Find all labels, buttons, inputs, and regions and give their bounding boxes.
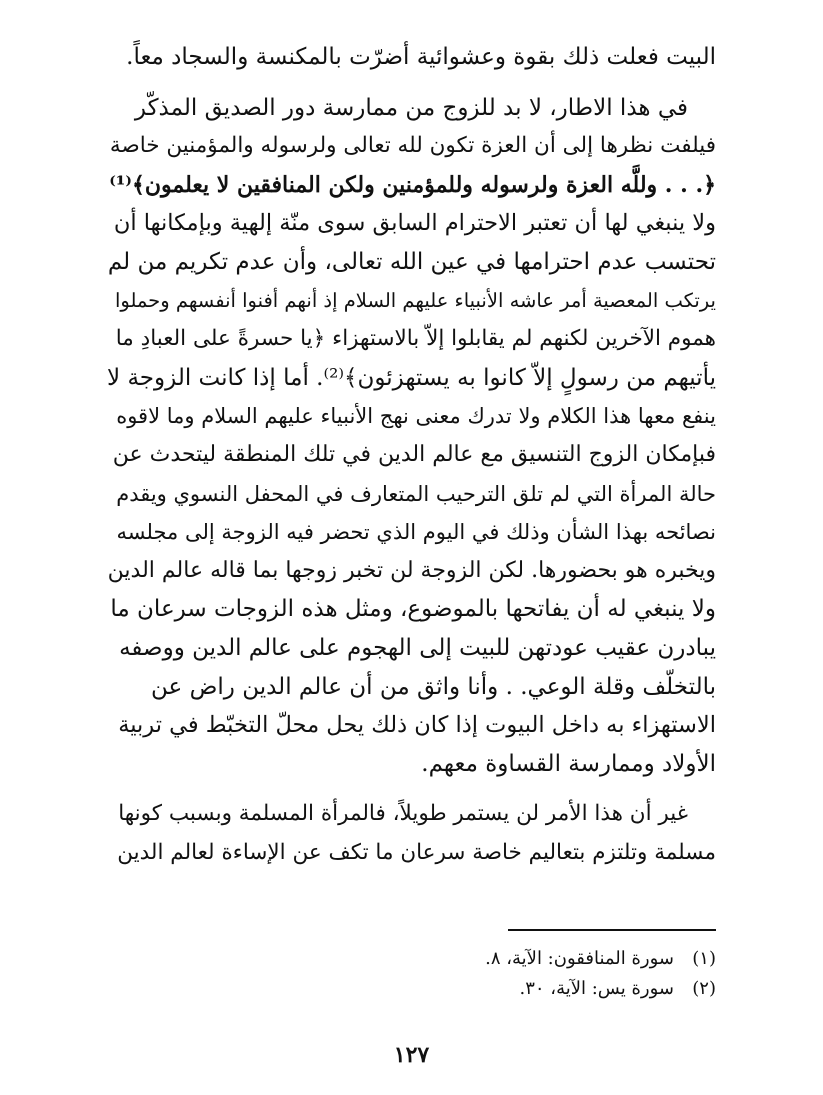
text-line: غير أن هذا الأمر لن يستمر طويلاً، فالمرأة المسلمة وبسبب كونها	[118, 801, 688, 827]
text-line: الأولاد وممارسة القساوة معهم.	[421, 750, 716, 777]
footnote-text: سورة يس: الآية، ٣٠.	[519, 978, 674, 999]
footnote-text: سورة المنافقون: الآية، ٨.	[485, 948, 674, 969]
text-line: فيلفت نظرها إلى أن العزة تكون لله تعالى ولرسوله والمؤمنين خاصة	[109, 133, 716, 159]
text-line: ولا ينبغي لها أن تعتبر الاحترام السابق سوى منّة إلهية وبإمكانها أن	[113, 210, 716, 237]
text-line: تحتسب عدم احترامها في عين الله تعالى، وأن عدم تكريم من لم	[107, 248, 716, 275]
text-line: نصائحه بهذا الشأن وذلك في اليوم الذي تحضر فيه الزوجة إلى مجلسه	[116, 520, 716, 545]
paragraph-1	[107, 38, 716, 77]
text-line: مسلمة وتلتزم بتعاليم خاصة سرعان ما تكف عن الإساءة لعالم الدين	[117, 839, 716, 865]
text-line: الاستهزاء به داخل البيوت إذا كان ذلك يحل محلّ التخبّط في تربية	[118, 712, 716, 739]
text-line: في هذا الاطار، لا بد للزوج من ممارسة دور الصديق المذكّر	[134, 94, 688, 121]
quran-verse-line: ﴿. . . وللَّه العزة ولرسوله وللمؤمنين ولكن المنافقين لا يعلمون﴾⁽¹⁾	[109, 171, 716, 198]
paragraph-gap	[107, 783, 716, 795]
text-line: حالة المرأة التي لم تلق الترحيب المتعارف في المحفل النسوي ويقدم	[116, 481, 716, 506]
text-line: بالتخلّف وقلة الوعي. . وأنا واثق من أن عالم الدين راض عن	[151, 673, 716, 700]
footnote-number: (٢)	[692, 978, 716, 999]
text-line: البيت فعلت ذلك بقوة وعشوائية أضرّت بالمكنسة والسجاد معاً.	[126, 44, 716, 70]
text-line: ولا ينبغي له أن يفاتحها بالموضوع، ومثل هذه الزوجات سرعان ما	[110, 596, 716, 623]
footnote-divider	[508, 929, 716, 931]
footnotes	[316, 944, 716, 1004]
footnote-item	[316, 974, 716, 1004]
text-line: يأتيهم من رسولٍ إلاّ كانوا به يستهزئون﴾⁽²⁾. أما إذا كانت الزوجة لا	[107, 364, 716, 391]
footnote-item	[316, 944, 716, 974]
text-line: يرتكب المعصية أمر عاشه الأنبياء عليهم السلام إذ أنهم أفنوا أنفسهم وحملوا	[114, 288, 716, 312]
text-line: فبإمكان الزوج التنسيق مع عالم الدين في تلك المنطقة ليتحدث عن	[112, 441, 716, 467]
text-line: يبادرن عقيب عودتهن للبيت إلى الهجوم على عالم الدين ووصفه	[119, 634, 716, 661]
paragraph-2	[107, 89, 716, 784]
paragraph-3	[107, 795, 716, 872]
footnote-number: (١)	[692, 948, 716, 969]
text-line: ويخبره هو بحضورها. لكن الزوجة لن تخبر زوجها بما قاله عالم الدين	[107, 557, 716, 583]
text-line: ينفع معها هذا الكلام ولا تدرك معنى نهج الأنبياء عليهم السلام وما لاقوه	[116, 404, 716, 429]
paragraph-gap	[107, 77, 716, 89]
text-line: هموم الآخرين لكنهم لم يقابلوا إلاّ بالاستهزاء ﴿يا حسرةً على العبادِ ما	[115, 326, 716, 352]
page-number: ١٢٧	[393, 1042, 430, 1068]
